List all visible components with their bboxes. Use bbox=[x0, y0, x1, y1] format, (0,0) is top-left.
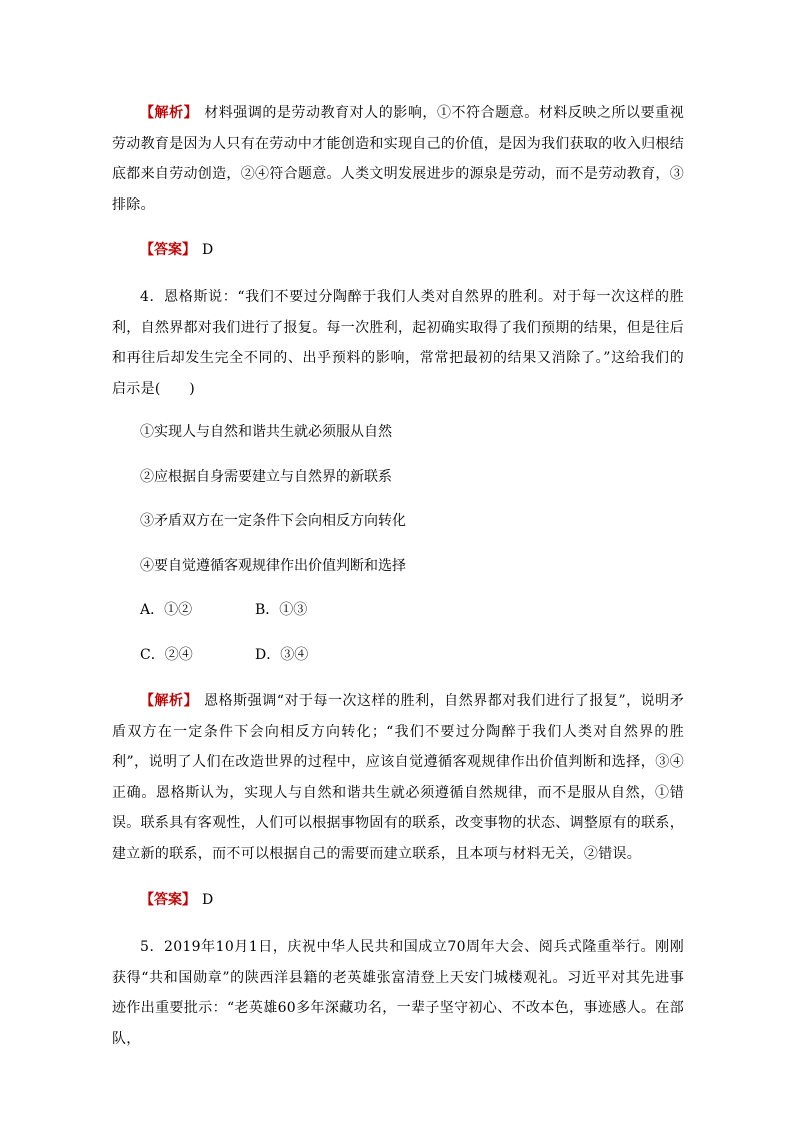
question-4-options-row-2 bbox=[140, 644, 308, 666]
question-4-item-2: ②应根据自身需要建立与自然界的新联系 bbox=[140, 469, 392, 485]
analysis-paragraph-2 bbox=[112, 686, 684, 869]
option-c: C．②④ bbox=[140, 647, 193, 663]
answer-value: D bbox=[202, 242, 214, 258]
question-4-item-4: ④要自觉遵循客观规律作出价值判断和选择 bbox=[140, 558, 406, 574]
question-4-stem: 4．恩格斯说：“我们不要过分陶醉于我们人类对自然界的胜利。对于每一次这样的胜利，自然界都对我们进行了报复。每一次胜利，起初确实取得了我们预期的结果，但是往后和再往后却发生完全不同的、出乎预料的影响，常常把最初的结果又消除了。”这给我们的启示是( ) bbox=[112, 289, 684, 397]
option-b: B．①③ bbox=[255, 602, 308, 618]
option-a: A．①② bbox=[140, 602, 193, 618]
question-5-stem: 5．2019年10月1日，庆祝中华人民共和国成立70周年大会、阅兵式隆重举行。刚刚获得“共和国勋章”的陕西洋县籍的老英雄张富清登上天安门城楼观礼。习近平对其先进事迹作出重要批示：“老英雄60多年深藏功名，一辈子坚守初心、不改本色，事迹感人。在部队， bbox=[112, 939, 684, 1047]
analysis-text: 材料强调的是劳动教育对人的影响，①不符合题意。材料反映之所以要重视劳动教育是因为人只有在劳动中才能创造和实现自己的价值，是因为我们获取的收入归根结底都来自劳动创造，②④符合题意。人类文明发展进步的源泉是劳动，而不是劳动教育，③排除。 bbox=[112, 105, 684, 213]
option-d: D．③④ bbox=[255, 647, 309, 663]
answer-line-1 bbox=[140, 239, 213, 261]
question-4-options-row-1 bbox=[140, 599, 307, 621]
analysis-label: 【解析】 bbox=[140, 105, 199, 121]
analysis-paragraph-1 bbox=[112, 98, 684, 220]
answer-label: 【答案】 bbox=[140, 892, 196, 908]
question-4-item-1: ①实现人与自然和谐共生就必须服从自然 bbox=[140, 424, 392, 440]
analysis-label: 【解析】 bbox=[140, 693, 199, 709]
answer-label: 【答案】 bbox=[140, 242, 196, 258]
analysis-text: 恩格斯强调“对于每一次这样的胜利，自然界都对我们进行了报复”，说明矛盾双方在一定条件下会向相反方向转化；“我们不要过分陶醉于我们人类对自然界的胜利”，说明了人们在改造世界的过程中，应该自觉遵循客观规律作出价值判断和选择，③④正确。恩格斯认为，实现人与自然和谐共生就必须遵循自然规律，而不是服从自然，①错误。联系具有客观性，人们可以根据事物固有的联系，改变事物的状态、调整原有的联系，建立新的联系，而不可以根据自己的需要而建立联系，且本项与材料无关，②错误。 bbox=[112, 693, 685, 862]
answer-line-2 bbox=[140, 889, 213, 911]
question-4-item-3: ③矛盾双方在一定条件下会向相反方向转化 bbox=[140, 513, 406, 529]
answer-value: D bbox=[202, 892, 214, 908]
